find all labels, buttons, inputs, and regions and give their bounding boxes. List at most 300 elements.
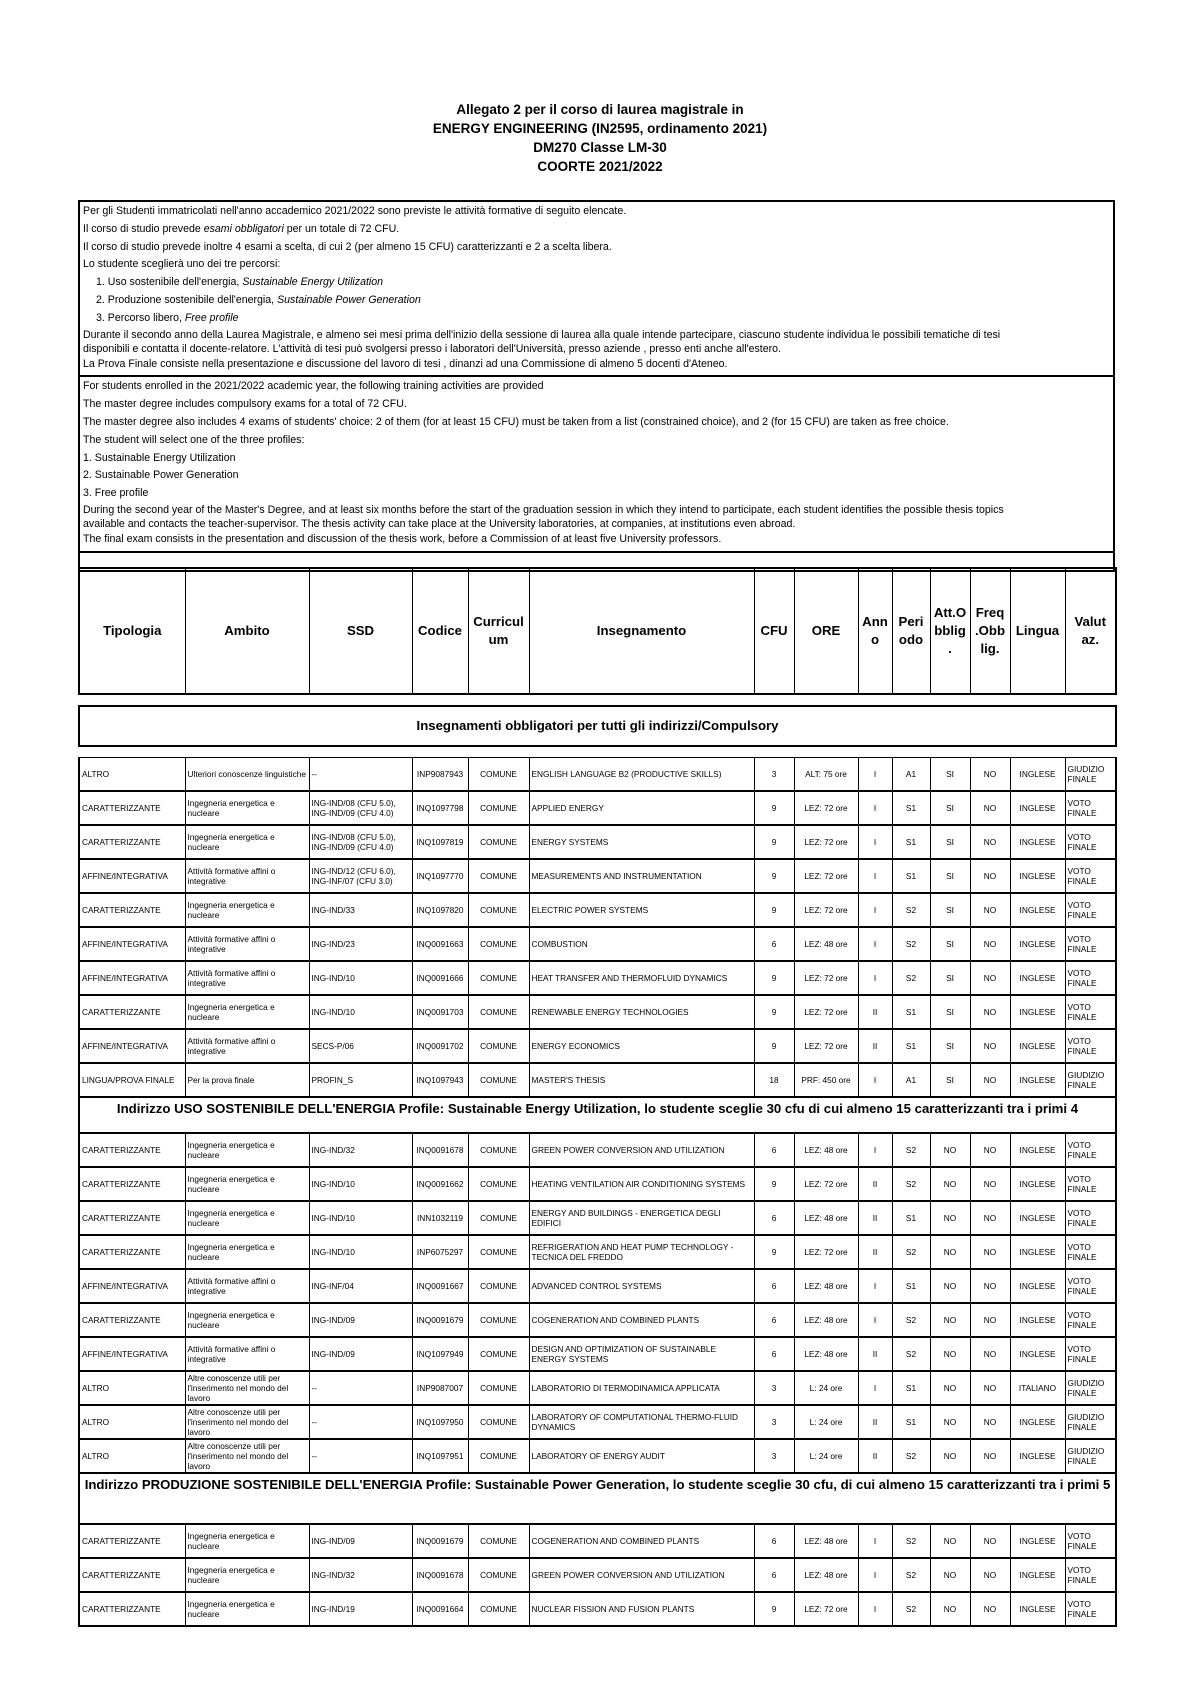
cell-ssd: ING-IND/10 bbox=[309, 1201, 412, 1235]
cell-lingua: INGLESE bbox=[1010, 893, 1065, 927]
cell-cfu: 9 bbox=[754, 825, 794, 859]
cell-ore: L: 24 ore bbox=[794, 1405, 858, 1439]
cell-codice: INQ0091679 bbox=[412, 1303, 468, 1337]
cell-att-obblig: NO bbox=[930, 1558, 970, 1592]
cell-anno: II bbox=[858, 1235, 892, 1269]
cell-insegnamento: COGENERATION AND COMBINED PLANTS bbox=[529, 1303, 754, 1337]
cell-codice: INQ1097820 bbox=[412, 893, 468, 927]
col-header-codice: Codice bbox=[412, 568, 468, 694]
cell-curriculum: COMUNE bbox=[468, 995, 529, 1029]
cell-curriculum: COMUNE bbox=[468, 1337, 529, 1371]
cell-att-obblig: SI bbox=[930, 1063, 970, 1097]
cell-ambito: Ingegneria energetica e nucleare bbox=[185, 1303, 309, 1337]
cell-lingua: INGLESE bbox=[1010, 758, 1065, 792]
cell-curriculum: COMUNE bbox=[468, 1201, 529, 1235]
section-title: Indirizzo USO SOSTENIBILE DELL'ENERGIA Profile: Sustainable Energy Utilization, lo studente sceglie 30 cfu di cui almeno 15 caratterizzanti tra i primi 4 bbox=[79, 1097, 1116, 1133]
title-line-1: Allegato 2 per il corso di laurea magistrale in bbox=[456, 102, 744, 117]
cell-curriculum: COMUNE bbox=[468, 1269, 529, 1303]
intro-box bbox=[78, 200, 1115, 572]
cell-att-obblig: SI bbox=[930, 825, 970, 859]
cell-valutazione: VOTO FINALE bbox=[1065, 1167, 1116, 1201]
cell-att-obblig: NO bbox=[930, 1269, 970, 1303]
cell-periodo: S2 bbox=[892, 1133, 930, 1167]
cell-tipologia: AFFINE/INTEGRATIVA bbox=[79, 1029, 185, 1063]
cell-anno: I bbox=[858, 1371, 892, 1405]
cell-att-obblig: SI bbox=[930, 893, 970, 927]
cell-periodo: A1 bbox=[892, 758, 930, 792]
course-row bbox=[79, 1371, 1116, 1405]
cell-ssd: -- bbox=[309, 1405, 412, 1439]
cell-att-obblig: NO bbox=[930, 1524, 970, 1558]
cell-valutazione: GIUDIZIO FINALE bbox=[1065, 1405, 1116, 1439]
cell-ambito: Attività formative affini o integrative bbox=[185, 1029, 309, 1063]
cell-lingua: INGLESE bbox=[1010, 927, 1065, 961]
cell-codice: INQ1097943 bbox=[412, 1063, 468, 1097]
course-row bbox=[79, 825, 1116, 859]
cell-tipologia: CARATTERIZZANTE bbox=[79, 1558, 185, 1592]
cell-att-obblig: SI bbox=[930, 961, 970, 995]
cell-valutazione: VOTO FINALE bbox=[1065, 791, 1116, 825]
cell-curriculum: COMUNE bbox=[468, 1235, 529, 1269]
cell-periodo: S1 bbox=[892, 791, 930, 825]
cell-curriculum: COMUNE bbox=[468, 1371, 529, 1405]
cell-ore: LEZ: 72 ore bbox=[794, 1029, 858, 1063]
cell-cfu: 9 bbox=[754, 1592, 794, 1626]
cell-freq-oblig: NO bbox=[970, 791, 1010, 825]
cell-curriculum: COMUNE bbox=[468, 1524, 529, 1558]
cell-ssd: ING-IND/32 bbox=[309, 1133, 412, 1167]
cell-valutazione: VOTO FINALE bbox=[1065, 1337, 1116, 1371]
col-header-periodo: Peri odo bbox=[892, 568, 930, 694]
cell-tipologia: CARATTERIZZANTE bbox=[79, 1201, 185, 1235]
cell-cfu: 6 bbox=[754, 1303, 794, 1337]
cell-ore: LEZ: 72 ore bbox=[794, 1592, 858, 1626]
cell-periodo: S1 bbox=[892, 1371, 930, 1405]
cell-tipologia: CARATTERIZZANTE bbox=[79, 1303, 185, 1337]
cell-valutazione: VOTO FINALE bbox=[1065, 927, 1116, 961]
cell-ambito: Ingegneria energetica e nucleare bbox=[185, 893, 309, 927]
intro-it-option: 2. Produzione sostenibile dell'energia, Sustainable Power Generation bbox=[96, 293, 421, 306]
cell-tipologia: CARATTERIZZANTE bbox=[79, 893, 185, 927]
cell-periodo: S2 bbox=[892, 1592, 930, 1626]
intro-en-line: During the second year of the Master's Degree, and at least six months before the start of the graduation session in which they intend to participate, each student identifies the possible thesis topics bbox=[83, 503, 1004, 516]
cell-codice: INQ1097798 bbox=[412, 791, 468, 825]
cell-anno: I bbox=[858, 1063, 892, 1097]
cell-periodo: S2 bbox=[892, 961, 930, 995]
cell-freq-oblig: NO bbox=[970, 1405, 1010, 1439]
col-header-lingua: Lingua bbox=[1010, 568, 1065, 694]
cell-lingua: INGLESE bbox=[1010, 1133, 1065, 1167]
cell-codice: INQ0091679 bbox=[412, 1524, 468, 1558]
cell-anno: II bbox=[858, 1337, 892, 1371]
cell-codice: INQ0091678 bbox=[412, 1133, 468, 1167]
cell-lingua: INGLESE bbox=[1010, 1558, 1065, 1592]
cell-lingua: INGLESE bbox=[1010, 1167, 1065, 1201]
cell-valutazione: VOTO FINALE bbox=[1065, 1029, 1116, 1063]
cell-att-obblig: SI bbox=[930, 995, 970, 1029]
cell-codice: INQ0091703 bbox=[412, 995, 468, 1029]
course-row bbox=[79, 791, 1116, 825]
intro-en-option: 1. Sustainable Energy Utilization bbox=[83, 451, 236, 464]
cell-att-obblig: NO bbox=[930, 1235, 970, 1269]
cell-codice: INQ0091702 bbox=[412, 1029, 468, 1063]
cell-att-obblig: NO bbox=[930, 1133, 970, 1167]
cell-tipologia: CARATTERIZZANTE bbox=[79, 1167, 185, 1201]
cell-insegnamento: COGENERATION AND COMBINED PLANTS bbox=[529, 1524, 754, 1558]
cell-cfu: 6 bbox=[754, 1337, 794, 1371]
course-row bbox=[79, 1405, 1116, 1439]
cell-curriculum: COMUNE bbox=[468, 961, 529, 995]
cell-ssd: ING-IND/10 bbox=[309, 995, 412, 1029]
intro-it-option: 1. Uso sostenibile dell'energia, Sustainable Energy Utilization bbox=[96, 276, 384, 289]
cell-ambito: Altre conoscenze utili per l'inserimento nel mondo del lavoro bbox=[185, 1405, 309, 1439]
cell-periodo: S2 bbox=[892, 1524, 930, 1558]
course-row bbox=[79, 1235, 1116, 1269]
section-header bbox=[79, 706, 1116, 746]
cell-ore: ALT: 75 ore bbox=[794, 758, 858, 792]
cell-ambito: Ingegneria energetica e nucleare bbox=[185, 1167, 309, 1201]
cell-insegnamento: ADVANCED CONTROL SYSTEMS bbox=[529, 1269, 754, 1303]
cell-periodo: A1 bbox=[892, 1063, 930, 1097]
col-header-ssd: SSD bbox=[309, 568, 412, 694]
intro-it-line: Durante il secondo anno della Laurea Magistrale, e almeno sei mesi prima dell'inizio della sessione di laurea alla quale intende partecipare, ciascuno studente individua le possibili tematiche di tesi bbox=[83, 328, 1001, 341]
cell-ore: LEZ: 72 ore bbox=[794, 859, 858, 893]
course-row bbox=[79, 859, 1116, 893]
cell-valutazione: GIUDIZIO FINALE bbox=[1065, 1371, 1116, 1405]
cell-att-obblig: NO bbox=[930, 1439, 970, 1473]
section-header bbox=[79, 1473, 1116, 1524]
cell-tipologia: AFFINE/INTEGRATIVA bbox=[79, 1269, 185, 1303]
cell-anno: I bbox=[858, 961, 892, 995]
cell-ambito: Ingegneria energetica e nucleare bbox=[185, 825, 309, 859]
intro-it-option: 3. Percorso libero, Free profile bbox=[96, 311, 239, 324]
cell-curriculum: COMUNE bbox=[468, 1558, 529, 1592]
cell-ssd: ING-IND/09 bbox=[309, 1303, 412, 1337]
cell-insegnamento: ENERGY AND BUILDINGS - ENERGETICA DEGLI EDIFICI bbox=[529, 1201, 754, 1235]
cell-lingua: INGLESE bbox=[1010, 1337, 1065, 1371]
cell-insegnamento: DESIGN AND OPTIMIZATION OF SUSTAINABLE ENERGY SYSTEMS bbox=[529, 1337, 754, 1371]
course-row bbox=[79, 927, 1116, 961]
cell-ambito: Ingegneria energetica e nucleare bbox=[185, 1235, 309, 1269]
cell-codice: INQ1097951 bbox=[412, 1439, 468, 1473]
cell-valutazione: VOTO FINALE bbox=[1065, 825, 1116, 859]
cell-att-obblig: NO bbox=[930, 1167, 970, 1201]
cell-valutazione: VOTO FINALE bbox=[1065, 1201, 1116, 1235]
cell-tipologia: CARATTERIZZANTE bbox=[79, 791, 185, 825]
title-line-2: ENERGY ENGINEERING (IN2595, ordinamento 2021) bbox=[432, 121, 768, 136]
cell-periodo: S2 bbox=[892, 1558, 930, 1592]
cell-cfu: 9 bbox=[754, 1167, 794, 1201]
cell-ore: LEZ: 72 ore bbox=[794, 1235, 858, 1269]
cell-codice: INQ1097770 bbox=[412, 859, 468, 893]
cell-lingua: ITALIANO bbox=[1010, 1371, 1065, 1405]
intro-it-line: Il corso di studio prevede esami obbligatori per un totale di 72 CFU. bbox=[83, 222, 400, 235]
cell-periodo: S2 bbox=[892, 1337, 930, 1371]
course-row bbox=[79, 961, 1116, 995]
cell-anno: I bbox=[858, 825, 892, 859]
cell-valutazione: VOTO FINALE bbox=[1065, 859, 1116, 893]
cell-att-obblig: SI bbox=[930, 758, 970, 792]
cell-cfu: 9 bbox=[754, 859, 794, 893]
cell-curriculum: COMUNE bbox=[468, 1303, 529, 1337]
cell-ore: LEZ: 48 ore bbox=[794, 1303, 858, 1337]
cell-curriculum: COMUNE bbox=[468, 791, 529, 825]
cell-tipologia: ALTRO bbox=[79, 758, 185, 792]
cell-tipologia: CARATTERIZZANTE bbox=[79, 825, 185, 859]
cell-ambito: Ulteriori conoscenze linguistiche bbox=[185, 758, 309, 792]
cell-lingua: INGLESE bbox=[1010, 1405, 1065, 1439]
cell-valutazione: VOTO FINALE bbox=[1065, 1269, 1116, 1303]
cell-ambito: Attività formative affini o integrative bbox=[185, 961, 309, 995]
cell-periodo: S2 bbox=[892, 893, 930, 927]
cell-cfu: 9 bbox=[754, 961, 794, 995]
col-header-valutazione: Valut az. bbox=[1065, 568, 1116, 694]
cell-codice: INQ1097950 bbox=[412, 1405, 468, 1439]
cell-insegnamento: NUCLEAR FISSION AND FUSION PLANTS bbox=[529, 1592, 754, 1626]
intro-en-line: The master degree also includes 4 exams of students' choice: 2 of them (for at least 15 CFU) must be taken from a list (constrained choice), and 2 (for 15 CFU) are taken as free choice. bbox=[83, 415, 949, 428]
cell-periodo: S2 bbox=[892, 1303, 930, 1337]
cell-lingua: INGLESE bbox=[1010, 1201, 1065, 1235]
cell-periodo: S1 bbox=[892, 1269, 930, 1303]
spacer-row bbox=[79, 694, 1116, 706]
cell-insegnamento: MASTER'S THESIS bbox=[529, 1063, 754, 1097]
cell-att-obblig: NO bbox=[930, 1371, 970, 1405]
cell-codice: INQ0091663 bbox=[412, 927, 468, 961]
cell-ambito: Ingegneria energetica e nucleare bbox=[185, 1558, 309, 1592]
cell-codice: INP9087943 bbox=[412, 758, 468, 792]
cell-curriculum: COMUNE bbox=[468, 927, 529, 961]
cell-valutazione: VOTO FINALE bbox=[1065, 961, 1116, 995]
cell-lingua: INGLESE bbox=[1010, 825, 1065, 859]
cell-tipologia: CARATTERIZZANTE bbox=[79, 1524, 185, 1558]
cell-curriculum: COMUNE bbox=[468, 1405, 529, 1439]
course-row bbox=[79, 1133, 1116, 1167]
cell-tipologia: AFFINE/INTEGRATIVA bbox=[79, 961, 185, 995]
cell-periodo: S2 bbox=[892, 1235, 930, 1269]
cell-att-obblig: NO bbox=[930, 1337, 970, 1371]
course-row bbox=[79, 1269, 1116, 1303]
cell-valutazione: VOTO FINALE bbox=[1065, 1133, 1116, 1167]
cell-cfu: 9 bbox=[754, 1235, 794, 1269]
cell-ore: LEZ: 48 ore bbox=[794, 1133, 858, 1167]
section-title: Insegnamenti obbligatori per tutti gli indirizzi/Compulsory bbox=[79, 706, 1116, 746]
course-row bbox=[79, 995, 1116, 1029]
intro-it-line: Per gli Studenti immatricolati nell'anno accademico 2021/2022 sono previste le attività formative di seguito elencate. bbox=[83, 205, 627, 217]
cell-insegnamento: HEATING VENTILATION AIR CONDITIONING SYSTEMS bbox=[529, 1167, 754, 1201]
intro-en-line: The final exam consists in the presentation and discussion of the thesis work, before a Commission of at least five University professors. bbox=[83, 532, 722, 545]
cell-curriculum: COMUNE bbox=[468, 1167, 529, 1201]
cell-anno: I bbox=[858, 758, 892, 792]
cell-curriculum: COMUNE bbox=[468, 1029, 529, 1063]
cell-ore: LEZ: 48 ore bbox=[794, 927, 858, 961]
cell-insegnamento: COMBUSTION bbox=[529, 927, 754, 961]
cell-lingua: INGLESE bbox=[1010, 1235, 1065, 1269]
col-header-anno: Ann o bbox=[858, 568, 892, 694]
cell-freq-oblig: NO bbox=[970, 1167, 1010, 1201]
cell-ssd: ING-IND/19 bbox=[309, 1592, 412, 1626]
cell-cfu: 6 bbox=[754, 1269, 794, 1303]
col-header-freq-oblig: Freq .Obb lig. bbox=[970, 568, 1010, 694]
cell-codice: INN1032119 bbox=[412, 1201, 468, 1235]
course-row bbox=[79, 1201, 1116, 1235]
cell-att-obblig: NO bbox=[930, 1405, 970, 1439]
cell-att-obblig: SI bbox=[930, 1029, 970, 1063]
cell-lingua: INGLESE bbox=[1010, 1592, 1065, 1626]
section-title: Indirizzo PRODUZIONE SOSTENIBILE DELL'ENERGIA Profile: Sustainable Power Generation, lo studente sceglie 30 cfu, di cui almeno 15 caratterizzanti tra i primi 5 bbox=[79, 1473, 1116, 1524]
cell-tipologia: LINGUA/PROVA FINALE bbox=[79, 1063, 185, 1097]
cell-freq-oblig: NO bbox=[970, 859, 1010, 893]
intro-en-option: 3. Free profile bbox=[83, 487, 149, 500]
cell-curriculum: COMUNE bbox=[468, 893, 529, 927]
cell-tipologia: AFFINE/INTEGRATIVA bbox=[79, 1337, 185, 1371]
cell-ssd: ING-IND/08 (CFU 5.0), ING-IND/09 (CFU 4.0) bbox=[309, 791, 412, 825]
title-line-4: COORTE 2021/2022 bbox=[537, 159, 663, 174]
cell-insegnamento: LABORATORIO DI TERMODINAMICA APPLICATA bbox=[529, 1371, 754, 1405]
cell-ore: LEZ: 48 ore bbox=[794, 1524, 858, 1558]
cell-tipologia: ALTRO bbox=[79, 1439, 185, 1473]
cell-lingua: INGLESE bbox=[1010, 995, 1065, 1029]
cell-anno: II bbox=[858, 1405, 892, 1439]
cell-cfu: 6 bbox=[754, 1201, 794, 1235]
cell-insegnamento: HEAT TRANSFER AND THERMOFLUID DYNAMICS bbox=[529, 961, 754, 995]
cell-ssd: ING-IND/10 bbox=[309, 961, 412, 995]
cell-insegnamento: RENEWABLE ENERGY TECHNOLOGIES bbox=[529, 995, 754, 1029]
cell-periodo: S1 bbox=[892, 1029, 930, 1063]
cell-anno: I bbox=[858, 1592, 892, 1626]
cell-codice: INQ0091666 bbox=[412, 961, 468, 995]
cell-freq-oblig: NO bbox=[970, 995, 1010, 1029]
cell-insegnamento: GREEN POWER CONVERSION AND UTILIZATION bbox=[529, 1558, 754, 1592]
cell-freq-oblig: NO bbox=[970, 1235, 1010, 1269]
cell-ore: LEZ: 48 ore bbox=[794, 1337, 858, 1371]
cell-att-obblig: SI bbox=[930, 791, 970, 825]
cell-periodo: S1 bbox=[892, 859, 930, 893]
cell-anno: I bbox=[858, 1269, 892, 1303]
cell-lingua: INGLESE bbox=[1010, 1524, 1065, 1558]
cell-freq-oblig: NO bbox=[970, 1337, 1010, 1371]
cell-cfu: 6 bbox=[754, 1133, 794, 1167]
table-header-row bbox=[79, 568, 1116, 694]
cell-ssd: ING-IND/23 bbox=[309, 927, 412, 961]
cell-ore: LEZ: 48 ore bbox=[794, 1558, 858, 1592]
col-header-ore: ORE bbox=[794, 568, 858, 694]
cell-anno: II bbox=[858, 1439, 892, 1473]
cell-freq-oblig: NO bbox=[970, 1558, 1010, 1592]
cell-cfu: 3 bbox=[754, 1371, 794, 1405]
cell-tipologia: CARATTERIZZANTE bbox=[79, 995, 185, 1029]
cell-periodo: S2 bbox=[892, 927, 930, 961]
cell-freq-oblig: NO bbox=[970, 1524, 1010, 1558]
cell-att-obblig: NO bbox=[930, 1303, 970, 1337]
cell-ssd: ING-IND/12 (CFU 6.0), ING-INF/07 (CFU 3.0) bbox=[309, 859, 412, 893]
cell-cfu: 6 bbox=[754, 1558, 794, 1592]
cell-curriculum: COMUNE bbox=[468, 1439, 529, 1473]
cell-ssd: ING-IND/09 bbox=[309, 1524, 412, 1558]
intro-it-line: Il corso di studio prevede inoltre 4 esami a scelta, di cui 2 (per almeno 15 CFU) caratterizzanti e 2 a scelta libera. bbox=[83, 240, 612, 253]
cell-valutazione: GIUDIZIO FINALE bbox=[1065, 1439, 1116, 1473]
course-row bbox=[79, 893, 1116, 927]
cell-anno: I bbox=[858, 1133, 892, 1167]
cell-ssd: ING-IND/10 bbox=[309, 1167, 412, 1201]
cell-insegnamento: ENERGY SYSTEMS bbox=[529, 825, 754, 859]
cell-periodo: S2 bbox=[892, 1439, 930, 1473]
title-line-3: DM270 Classe LM-30 bbox=[533, 140, 667, 155]
cell-ore: LEZ: 48 ore bbox=[794, 1201, 858, 1235]
cell-freq-oblig: NO bbox=[970, 893, 1010, 927]
cell-ambito: Per la prova finale bbox=[185, 1063, 309, 1097]
cell-anno: I bbox=[858, 791, 892, 825]
cell-valutazione: VOTO FINALE bbox=[1065, 1303, 1116, 1337]
cell-tipologia: AFFINE/INTEGRATIVA bbox=[79, 927, 185, 961]
cell-valutazione: VOTO FINALE bbox=[1065, 1558, 1116, 1592]
intro-italian bbox=[80, 202, 1113, 375]
course-row bbox=[79, 758, 1116, 792]
cell-codice: INP9087007 bbox=[412, 1371, 468, 1405]
course-row bbox=[79, 1592, 1116, 1626]
cell-ambito: Attività formative affini o integrative bbox=[185, 859, 309, 893]
cell-ambito: Ingegneria energetica e nucleare bbox=[185, 995, 309, 1029]
cell-anno: I bbox=[858, 1558, 892, 1592]
cell-ssd: -- bbox=[309, 1439, 412, 1473]
cell-valutazione: VOTO FINALE bbox=[1065, 1524, 1116, 1558]
cell-valutazione: VOTO FINALE bbox=[1065, 995, 1116, 1029]
cell-ore: L: 24 ore bbox=[794, 1439, 858, 1473]
cell-insegnamento: ENERGY ECONOMICS bbox=[529, 1029, 754, 1063]
cell-ambito: Attività formative affini o integrative bbox=[185, 1269, 309, 1303]
intro-en-line: The student will select one of the three profiles: bbox=[83, 433, 305, 446]
cell-periodo: S1 bbox=[892, 1405, 930, 1439]
cell-lingua: INGLESE bbox=[1010, 1029, 1065, 1063]
intro-en-line: available and contacts the teacher-supervisor. The thesis activity can take place at the University laboratories, at companies, at institutions even abroad. bbox=[83, 517, 796, 530]
course-row bbox=[79, 1524, 1116, 1558]
cell-freq-oblig: NO bbox=[970, 1592, 1010, 1626]
cell-codice: INQ1097819 bbox=[412, 825, 468, 859]
cell-insegnamento: MEASUREMENTS AND INSTRUMENTATION bbox=[529, 859, 754, 893]
cell-ssd: ING-IND/09 bbox=[309, 1337, 412, 1371]
cell-att-obblig: SI bbox=[930, 927, 970, 961]
cell-ambito: Altre conoscenze utili per l'inserimento nel mondo del lavoro bbox=[185, 1439, 309, 1473]
cell-ore: LEZ: 48 ore bbox=[794, 1269, 858, 1303]
cell-cfu: 9 bbox=[754, 791, 794, 825]
cell-valutazione: GIUDIZIO FINALE bbox=[1065, 758, 1116, 792]
cell-lingua: INGLESE bbox=[1010, 791, 1065, 825]
cell-curriculum: COMUNE bbox=[468, 825, 529, 859]
cell-insegnamento: LABORATORY OF ENERGY AUDIT bbox=[529, 1439, 754, 1473]
cell-ambito: Ingegneria energetica e nucleare bbox=[185, 1201, 309, 1235]
cell-ore: LEZ: 72 ore bbox=[794, 893, 858, 927]
cell-cfu: 6 bbox=[754, 1524, 794, 1558]
cell-anno: I bbox=[858, 927, 892, 961]
course-row bbox=[79, 1167, 1116, 1201]
cell-tipologia: CARATTERIZZANTE bbox=[79, 1235, 185, 1269]
cell-freq-oblig: NO bbox=[970, 1371, 1010, 1405]
cell-anno: I bbox=[858, 893, 892, 927]
cell-valutazione: VOTO FINALE bbox=[1065, 893, 1116, 927]
col-header-ambito: Ambito bbox=[185, 568, 309, 694]
cell-ambito: Altre conoscenze utili per l'inserimento nel mondo del lavoro bbox=[185, 1371, 309, 1405]
cell-curriculum: COMUNE bbox=[468, 1063, 529, 1097]
col-header-cfu: CFU bbox=[754, 568, 794, 694]
cell-lingua: INGLESE bbox=[1010, 1303, 1065, 1337]
cell-lingua: INGLESE bbox=[1010, 1439, 1065, 1473]
course-row bbox=[79, 1439, 1116, 1473]
cell-codice: INQ0091662 bbox=[412, 1167, 468, 1201]
cell-ambito: Ingegneria energetica e nucleare bbox=[185, 1133, 309, 1167]
cell-anno: II bbox=[858, 1167, 892, 1201]
section-header bbox=[79, 1097, 1116, 1133]
cell-cfu: 18 bbox=[754, 1063, 794, 1097]
cell-ssd: PROFIN_S bbox=[309, 1063, 412, 1097]
